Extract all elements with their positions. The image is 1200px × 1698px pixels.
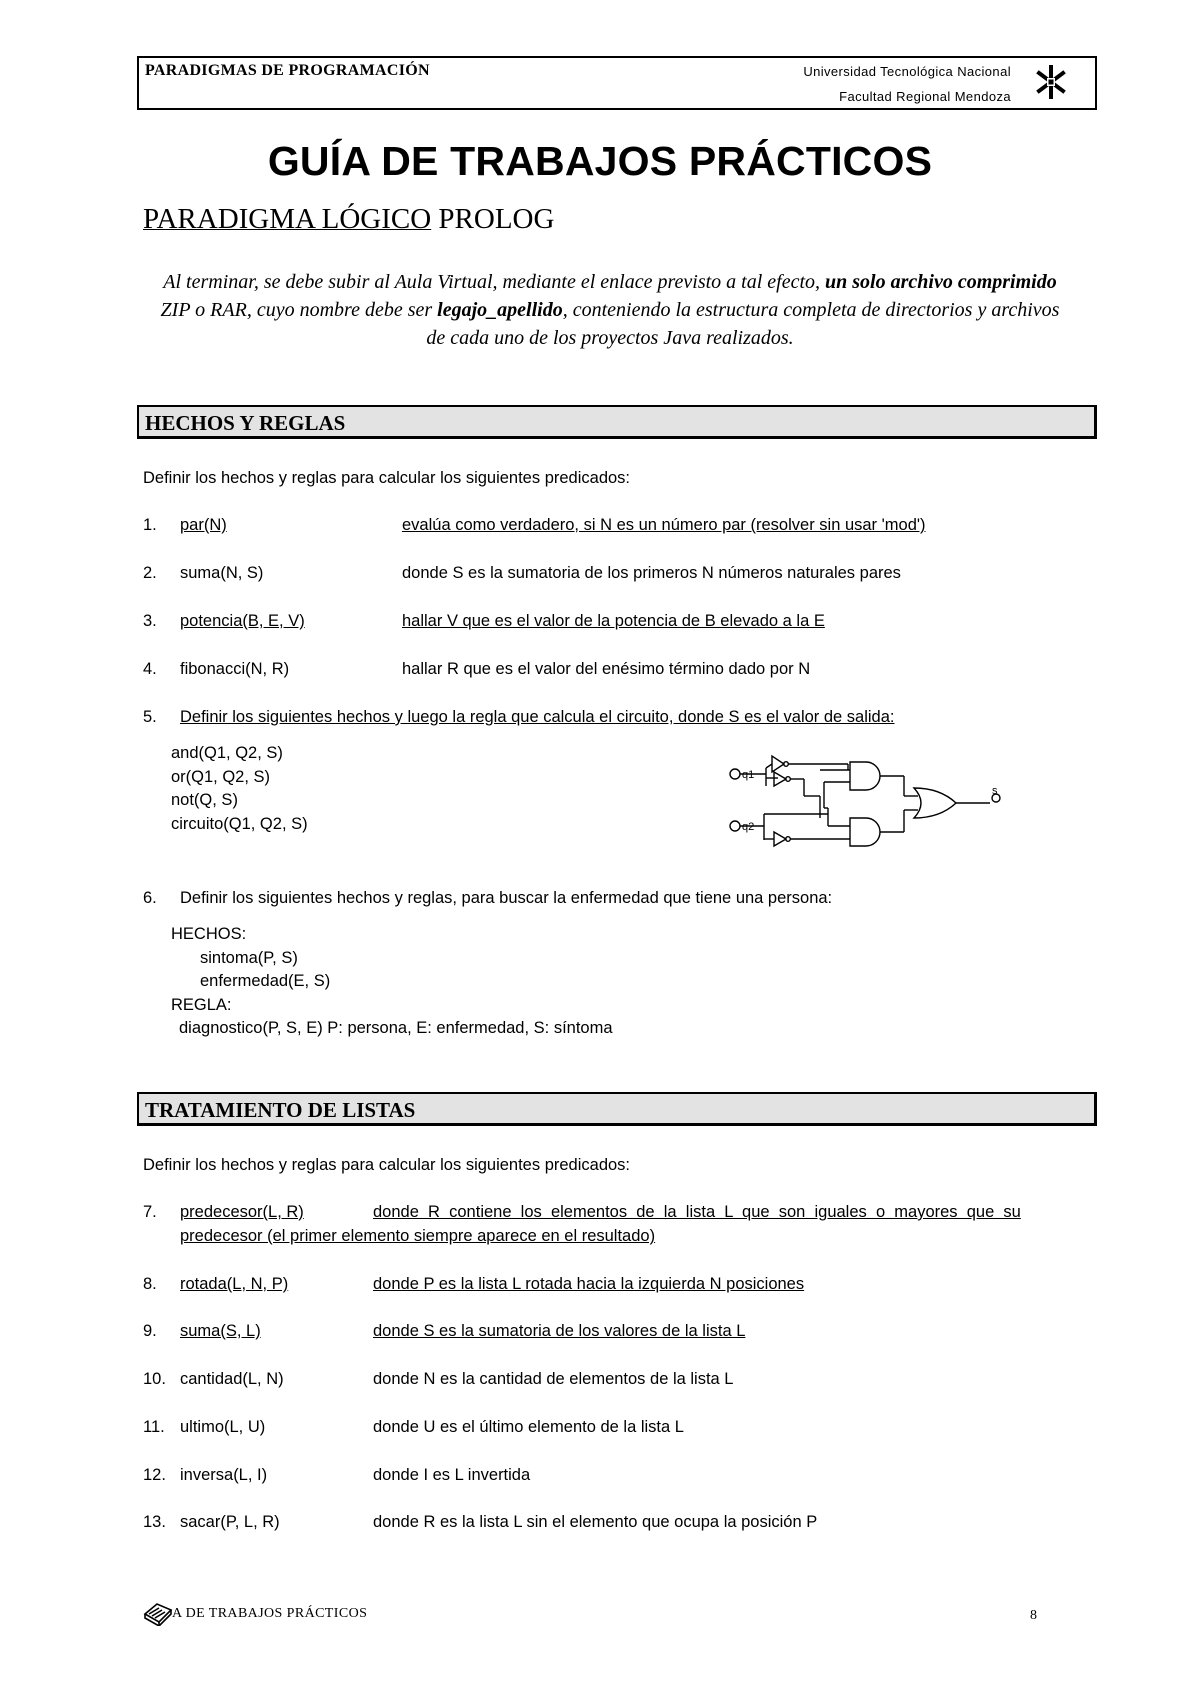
item-description: donde P es la lista L rotada hacia la izquierda N posiciones [373, 1275, 805, 1293]
list-item [143, 1513, 1098, 1537]
item-number: 12. [143, 1466, 166, 1484]
item-number: 13. [143, 1513, 166, 1531]
item-predicate: suma(N, S) [180, 564, 264, 582]
fact-or: or(Q1, Q2, S) [171, 767, 271, 786]
item-predicate: predecesor(L, R) [180, 1203, 304, 1221]
facts-label: HECHOS: [171, 925, 247, 943]
course-name: PARADIGMAS DE PROGRAMACIÓN [145, 62, 430, 79]
list-item [143, 1203, 1098, 1251]
list-item [143, 1466, 1098, 1490]
fact-not: not(Q, S) [171, 791, 238, 809]
list-item [143, 1370, 1098, 1394]
item-number: 10. [143, 1370, 166, 1388]
intro-bold-1: un solo archivo comprimido [825, 271, 1057, 293]
item-description: donde R es la lista L sin el elemento que ocupa la posición P [373, 1513, 818, 1531]
item-description: hallar V que es el valor de la potencia de B elevado a la E [402, 612, 825, 630]
intro-text-3: , conteniendo la estructura completa de directorios y archivos de cada uno de los proyectos Java realizados. [426, 299, 1060, 349]
fact-circuito: circuito(Q1, Q2, S) [171, 814, 308, 833]
item-number: 6. [143, 889, 157, 907]
input-q2-label: q2 [742, 821, 755, 833]
item-number: 9. [143, 1322, 157, 1340]
item-predicate: cantidad(L, N) [180, 1370, 284, 1388]
item-number: 2. [143, 564, 157, 582]
item-description: donde U es el último elemento de la lista L [373, 1418, 684, 1436]
item-number: 7. [143, 1203, 157, 1221]
item-description: evalúa como verdadero, si N es un número par (resolver sin usar 'mod') [402, 516, 926, 534]
subtitle-paradigm: PARADIGMA LÓGICO [143, 203, 432, 235]
item-description-cont: predecesor (el primer elemento siempre aparece en el resultado) [180, 1227, 656, 1245]
list-item [143, 516, 1098, 540]
item-description: donde N es la cantidad de elementos de la lista L [373, 1370, 734, 1388]
item-predicate: Definir los siguientes hechos y luego la regla que calcula el circuito, donde S es el valor de salida: [180, 708, 895, 726]
circuit-facts [171, 742, 308, 836]
item-number: 3. [143, 612, 157, 630]
list-item [143, 1322, 1098, 1346]
item-number: 5. [143, 708, 157, 726]
section-lead: Definir los hechos y reglas para calcular los siguientes predicados: [143, 1156, 630, 1174]
intro-text-2: ZIP o RAR, cuyo nombre debe ser [160, 299, 438, 321]
item-predicate: suma(S, L) [180, 1322, 261, 1340]
logic-circuit-diagram [728, 748, 1008, 852]
item-number: 4. [143, 660, 157, 678]
item-description: hallar R que es el valor del enésimo término dado por N [402, 660, 811, 678]
item-predicate: potencia(B, E, V) [180, 612, 305, 630]
item-predicate: ultimo(L, U) [180, 1418, 266, 1436]
list-item [143, 1418, 1098, 1442]
list-item [143, 889, 1098, 913]
page-number: 8 [1030, 1608, 1037, 1623]
list-item [143, 660, 1098, 684]
output-s-label: s [992, 785, 998, 797]
list-item [143, 564, 1098, 588]
page-title: GUÍA DE TRABAJOS PRÁCTICOS [267, 138, 933, 184]
item-description: donde R contiene los elementos de la lista L que son iguales o mayores que su [373, 1203, 1021, 1221]
section-heading-text: TRATAMIENTO DE LISTAS [145, 1098, 416, 1122]
intro-text-1: Al terminar, se debe subir al Aula Virtual, mediante el enlace previsto a tal efecto, [163, 271, 826, 293]
item-predicate: rotada(L, N, P) [180, 1275, 289, 1293]
submission-instructions [150, 268, 1070, 352]
rule-label: REGLA: [171, 995, 232, 1014]
fact-sintoma: sintoma(P, S) [200, 948, 298, 967]
item-description: Definir los siguientes hechos y reglas, para buscar la enfermedad que tiene una persona: [180, 889, 833, 907]
rule-diagnostico: diagnostico(P, S, E) P: persona, E: enfermedad, S: síntoma [179, 1019, 613, 1037]
item-description: donde I es L invertida [373, 1466, 531, 1484]
diagnosis-facts [171, 923, 613, 1041]
item-predicate: sacar(P, L, R) [180, 1513, 280, 1531]
footer-title: A DE TRABAJOS PRÁCTICOS [172, 1606, 368, 1621]
section-lead: Definir los hechos y reglas para calcular los siguientes predicados: [143, 469, 630, 487]
input-q1-label: q1 [742, 769, 755, 781]
book-icon [143, 1600, 173, 1626]
item-number: 8. [143, 1275, 157, 1293]
item-predicate: par(N) [180, 516, 227, 534]
list-item [143, 1275, 1098, 1299]
section-heading-listas [137, 1092, 1097, 1126]
fact-and: and(Q1, Q2, S) [171, 744, 283, 762]
fact-enfermedad: enfermedad(E, S) [200, 972, 331, 990]
list-item [143, 612, 1098, 636]
section-heading-hechos [137, 405, 1097, 439]
item-description: donde S es la sumatoria de los primeros N números naturales pares [402, 564, 901, 582]
page-subtitle [143, 203, 554, 236]
utn-logo-icon [1033, 64, 1069, 100]
item-number: 11. [143, 1418, 165, 1436]
item-number: 1. [143, 516, 157, 534]
page-header [137, 56, 1097, 110]
subtitle-language: PROLOG [431, 203, 555, 235]
university-name: Universidad Tecnológica Nacional [803, 64, 1011, 79]
item-predicate: fibonacci(N, R) [180, 660, 290, 678]
faculty-name: Facultad Regional Mendoza [839, 89, 1011, 104]
item-predicate: inversa(L, I) [180, 1466, 268, 1484]
section-heading-text: HECHOS Y REGLAS [145, 411, 346, 435]
list-item [143, 708, 1098, 732]
intro-bold-2: legajo_apellido [437, 299, 563, 321]
item-description: donde S es la sumatoria de los valores de la lista L [373, 1322, 746, 1340]
